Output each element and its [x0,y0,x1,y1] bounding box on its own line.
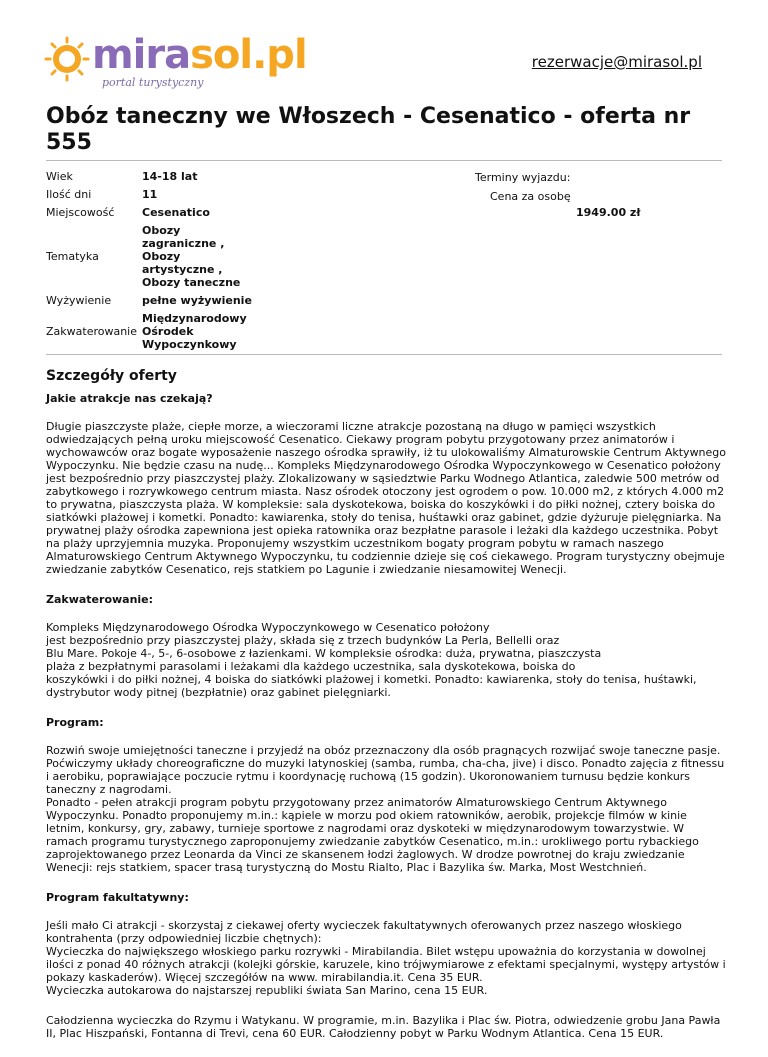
section-heading: Zakwaterowanie: [46,593,154,606]
param-key: Ilość dni [46,188,92,201]
section-heading: Program: [46,716,104,729]
price-value: 1949.00 zł [576,206,641,219]
logo[interactable] [44,30,307,90]
details-heading: Szczegóły oferty [46,368,177,384]
price-label: Cena za osobę [490,190,571,203]
param-value: Cesenatico [142,206,210,219]
offer-params-table [46,170,254,356]
param-key: Zakwaterowanie [46,325,138,338]
sun-logo-icon [44,36,90,82]
logo-tagline: portal turystyczny [102,76,204,89]
section-paragraph: Długie piaszczyste plaże, ciepłe morze, a wieczorami liczne atrakcje pozostaną na długo w pamięci wszystkich odwiedzających pełną uroku miejscowość Cesenatico. Ciekawy program pobytu przygotowany przez animatorów i wychowawców oraz bogate wyposażenie naszego ośrodka sprawiły, iż tu ulokowaliśmy Almaturowskie Centrum Aktywnego Wypoczynku. Nie będzie czasu na nudę... Kompleks Międzynarodowego Ośrodka Wypoczynkowego w Cesenatico położony jest bezpośrednio przy piaszczystej plaży. Zlokalizowany w sąsiedztwie Parku Wodnego Atlantica, zaledwie 500 metrów od zabytkowego i rozrywkowego centrum miasta. Nasz ośrodek otoczony jest ogrodem o pow. 10.000 m2, z których 4.000 m2 to prywatna, piaszczysta plaża. W kompleksie: sala dyskotekowa, boiska do koszykówki i do piłki nożnej, cztery boiska do siatkówki plażowej i kometki. Ponadto: kawiarenka, stoły do tenisa, huśtawki oraz gabinet, gdzie dyżuruje pielęgniarka. Na prywatnej plaży ośrodka zapewniona jest opieka ratownika oraz bezpłatne parasole i leżaki dla każdego uczestnika. Pobyt na plaży uprzyjemnia muzyka. Proponujemy wszystkim uczestnikom bogaty program pobytu w ramach naszego Almaturowskiego Centrum Aktywnego Wypoczynku, tu codziennie dzieje się coś ciekawego. Program turystyczny obejmuje zwiedzanie zabytków Cesenatico, rejs statkiem po Lagunie i zwiedzanie niesamowitej Wenecji. [46,420,727,576]
section-paragraph: Kompleks Międzynarodowego Ośrodka Wypoczynkowego w Cesenatico położony jest bezpośrednio przy piaszczystej plaży, składa się z trzech budynków La Perla, Bellelli oraz Blu Mare. Pokoje 4-, 5-, 6-osobowe z łazienkami. W kompleksie ośrodka: duża, prywatna, piaszczysta plaża z bezpłatnymi parasolami i leżakami dla każdego uczestnika, sala dyskotekowa, boiska do koszykówki i do piłki nożnej, 4 boiska do siatkówki plażowej i kometki. Ponadto: kawiarenka, stoły do tenisa, huśtawki, dystrybutor wody pitnej (bezpłatnie) oraz gabinet pielęgniarki. [46,621,697,699]
section-heading: Program fakultatywny: [46,891,189,904]
param-value: 14-18 lat [142,170,198,183]
param-row [46,312,254,356]
divider [46,354,722,355]
param-value: pełne wyżywienie [142,294,252,307]
section-paragraph: Rozwiń swoje umiejętności taneczne i przyjedź na obóz przeznaczony dla osób pragnących rozwijać swoje taneczne pasje. Poćwiczymy układy choreograficzne do muzyki latynoskiej (samba, rumba, cha-cha, jive) i disco. Ponadto zajęcia z fitnessu i aerobiku, poprawiające poczucie rytmu i koordynację ruchową (15 godzin). Ukoronowaniem turnusu będzie konkurs taneczny z nagrodami. Ponadto - pełen atrakcji program pobytu przygotowany przez animatorów Almaturowskiego Centrum Aktywnego Wypoczynku. Ponadto proponujemy m.in.: kąpiele w morzu pod okiem ratowników, aerobik, projekcje filmów w kinie letnim, konkursy, gry, zabawy, turnieje sportowe z nagrodami oraz dyskoteki w międzynarodowym towarzystwie. W ramach programu turystycznego zaproponujemy zwiedzanie zabytków Cesenatico, m.in.: urokliwego portu rybackiego zaprojektowanego przez Leonarda da Vinci ze skansenem łodzi żaglowych. W drodze powrotnej do kraju zwiedzanie Wenecji: rejs statkiem, spacer trasą turystyczną do Mostu Rialto, Plac i Bazylika św. Marka, Most Westchnień. [46,744,725,874]
param-key: Tematyka [46,250,99,263]
email-link[interactable]: rezerwacje@mirasol.pl [531,53,702,71]
logo-wordmark: mirasol.pl [92,32,307,78]
param-key: Miejscowość [46,206,115,219]
section-heading: Jakie atrakcje nas czekają? [46,392,213,405]
param-row [46,224,254,294]
param-key: Wyżywienie [46,294,112,307]
param-row [46,206,254,224]
param-row [46,188,254,206]
section-paragraph: Jeśli mało Ci atrakcji - skorzystaj z ciekawej oferty wycieczek fakultatywnych oferowanych przez naszego włoskiego kontrahenta (przy odpowiedniej liczbie chętnych): Wycieczka do największego włoskiego parku rozrywki - Mirabilandia. Bilet wstępu upoważnia do korzystania w dowolnej ilości z ponad 40 różnych atrakcji (kolejki górskie, karuzele, kino trójwymiarowe z efektami specjalnymi, występy artystów i pokazy kaskaderów). Więcej szczegółów na www. mirabilandia.it. Cena 35 EUR. Wycieczka autokarowa do najstarszej republiki świata San Marino, cena 15 EUR. [46,919,726,997]
section-paragraph: Całodzienna wycieczka do Rzymu i Watykanu. W programie, m.in. Bazylika i Plac św. Piotra, odwiedzenie grobu Jana Pawła II, Plac Hiszpański, Fontanna di Trevi, cena 60 EUR. Całodzienny pobyt w Parku Wodnym Atlantica. Cena 15 EUR. [46,1014,721,1040]
page-title: Obóz taneczny we Włoszech - Cesenatico - oferta nr 555 [46,104,691,155]
param-key: Wiek [46,170,73,183]
param-row [46,170,254,188]
terms-label: Terminy wyjazdu: [475,171,571,184]
param-value: Obozy zagraniczne , Obozy artystyczne , Obozy taneczne [142,224,241,289]
param-row [46,294,254,312]
param-value: 11 [142,188,158,201]
divider [46,160,722,161]
details-content [46,392,726,1057]
param-value: Międzynarodowy Ośrodek Wypoczynkowy [142,312,247,351]
